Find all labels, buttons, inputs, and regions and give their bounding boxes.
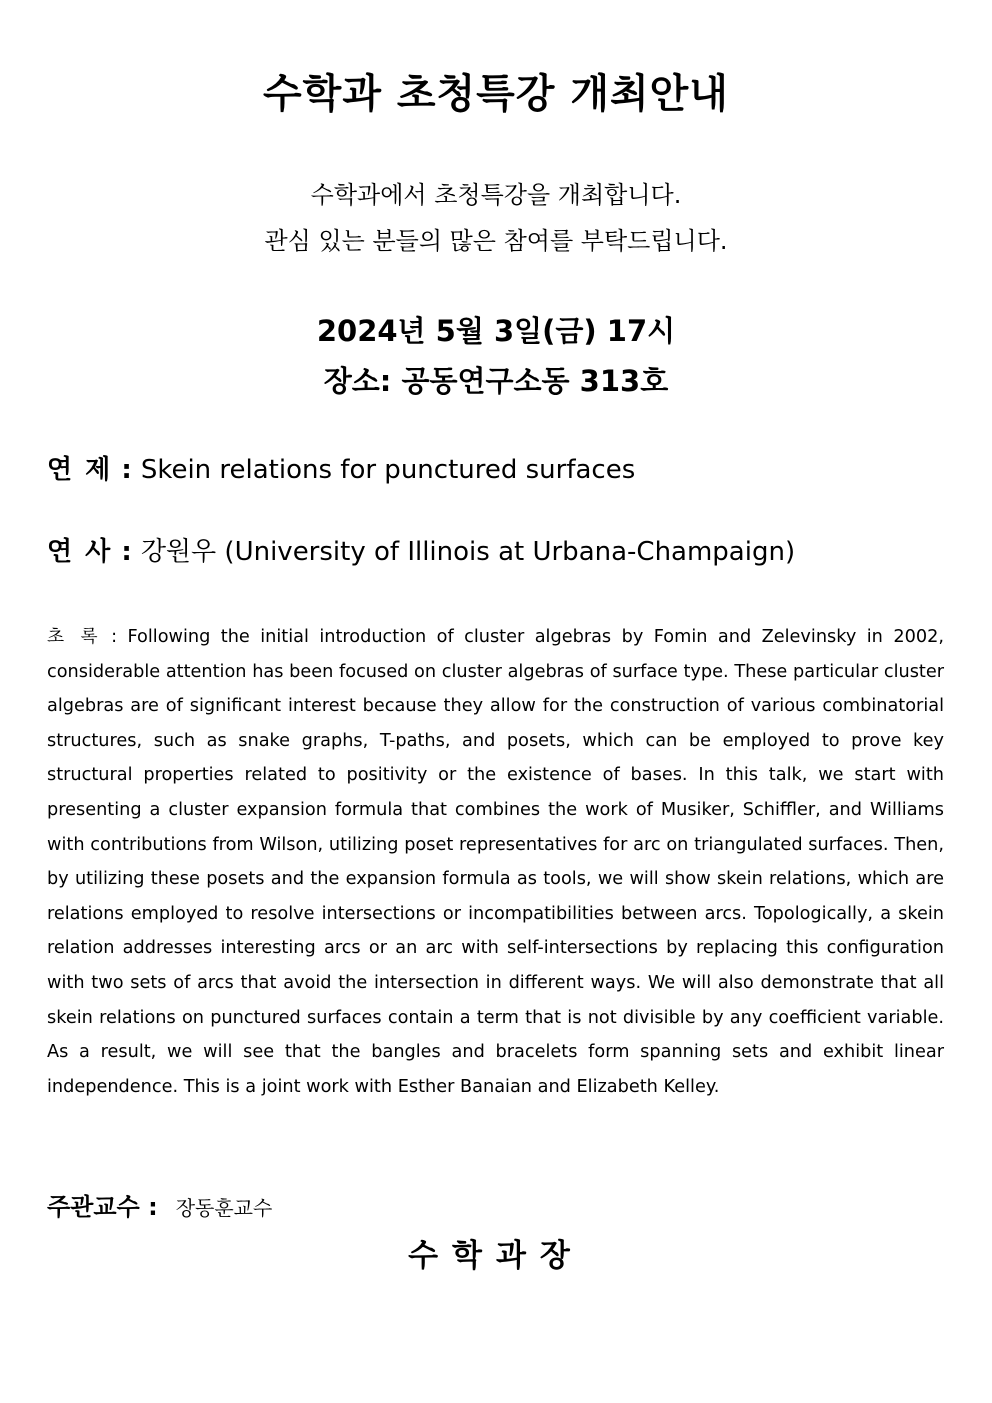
topic-label: 연 제 xyxy=(47,455,113,485)
schedule-block xyxy=(0,306,992,406)
page-title: 수학과 초청특강 개최안내 xyxy=(263,71,729,117)
organizer-value: 장동훈교수 xyxy=(175,1196,273,1220)
abstract-label: 초 록 xyxy=(47,627,101,647)
organizer-line xyxy=(47,1187,272,1228)
topic-line xyxy=(47,450,635,490)
abstract-text: Following the initial introduction of cluster algebras by Fomin and Zelevinsky in 2002, considerable attention has been focused on cluster algebras of surface type. These particular cluster algebras are of significant interest because they allow for the construction of various combinatorial structures, such as snake graphs, T-paths, and posets, which can be employed to prove key structural properties related to positivity or the existence of bases. In this talk, we start with presenting a cluster expansion formula that combines the work of Musiker, Schiffler, and Williams with contributions from Wilson, utilizing poset representatives for arc on triangulated surfaces. Then, by utilizing these posets and the expansion formula as tools, we will show skein relations, which are relations employed to resolve intersections or incompatibilities between arcs. Topologically, a skein relation addresses interesting arcs or an arc with self-intersections by replacing this configuration with two sets of arcs that avoid the intersection in different ways. We will also demonstrate that all skein relations on punctured surfaces contain a term that is not divisible by any coefficient variable. As a result, we will see that the bangles and bracelets form spanning sets and exhibit linear independence. This is a joint work with Esther Banaian and Elizabeth Kelley. xyxy=(47,627,944,1097)
abstract-separator: : xyxy=(100,627,128,647)
speaker-separator: : xyxy=(112,537,141,567)
topic-separator: : xyxy=(112,455,141,485)
speaker-value: 강원우 (University of Illinois at Urbana-Champaign) xyxy=(140,537,796,567)
event-location: 장소: 공동연구소동 313호 xyxy=(323,364,669,398)
topic-value: Skein relations for punctured surfaces xyxy=(140,455,636,485)
intro-line-1: 수학과에서 초청특강을 개최합니다. xyxy=(310,181,682,209)
department-signature: 수학과장 xyxy=(408,1238,584,1274)
abstract-block xyxy=(47,620,944,1104)
speaker-label: 연 사 xyxy=(47,537,113,567)
event-datetime: 2024년 5월 3일(금) 17시 xyxy=(316,314,676,348)
organizer-label: 주관교수 : xyxy=(47,1193,158,1221)
speaker-line xyxy=(47,532,795,572)
intro-line-2: 관심 있는 분들의 많은 참여를 부탁드립니다. xyxy=(264,227,728,255)
intro-text xyxy=(0,172,992,264)
